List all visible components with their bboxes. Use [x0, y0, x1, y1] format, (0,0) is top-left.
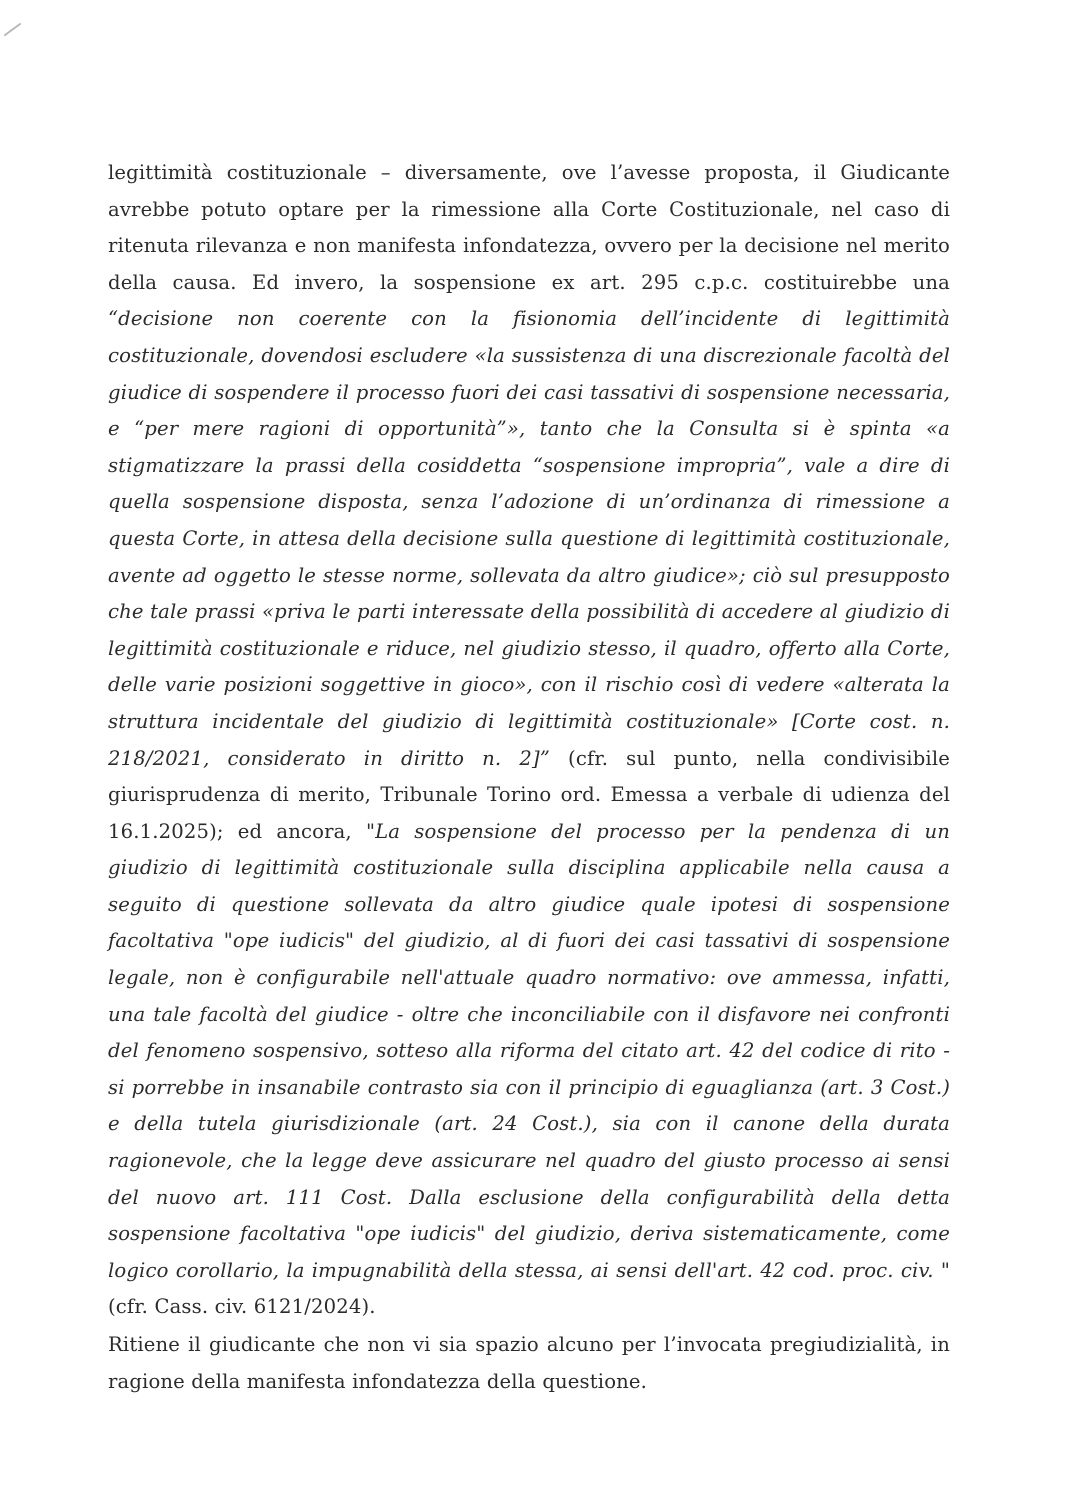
scan-artifact-mark: [4, 20, 22, 38]
quote-corte-cost: “decisione non coerente con la fisionomia dell’incidente di legittimità costituzionale, dovendosi escludere «la sussistenza di una discrezionale facoltà del giudice di sospendere il processo fuori dei casi tassativi di sospensione necessaria, e “per mere ragioni di opportunità”», tanto che la Consulta si è spinta «a stigmatizzare la prassi della cosiddetta “sospensione impropria”, vale a dire di quella sospensione disposta, senza l’adozione di un’ordinanza di rimessione a questa Corte, in attesa della decisione sulla questione di legittimità costituzionale, avente ad oggetto le stesse norme, sollevata da altro giudice»; ciò sul presupposto che tale prassi «priva le parti interessate della possibilità di accedere al giudizio di legittimità costituzionale e riduce, nel giudizio stesso, il quadro, offerto alla Corte, delle varie posizioni soggettive in gioco», con il rischio così di vedere «alterata la struttura incidentale del giudizio di legittimità costituzionale» [Corte cost. n. 218/2021, considerato in diritto n. 2]”: [108, 307, 950, 770]
paragraph-conclusion: Ritiene il giudicante che non vi sia spazio alcuno per l’invocata pregiudizialità, in ragione della manifesta infondatezza della questione.: [108, 1333, 950, 1393]
paragraph-text-2: (cfr. sul punto, nella condivisibile giurisprudenza di merito, Tribunale Torino ord. Emessa a verbale di udienza del 16.1.2025); ed ancora, ": [108, 746, 950, 843]
document-body: [108, 155, 950, 1400]
quote-cassazione: La sospensione del processo per la pendenza di un giudizio di legittimità costituzionale sulla disciplina applicabile nella causa a seguito di questione sollevata da altro giudice quale ipotesi di sospensione facoltativa "ope iudicis" del giudizio, al di fuori dei casi tassativi di sospensione legale, non è configurabile nell'attuale quadro normativo: ove ammessa, infatti, una tale facoltà del giudice - oltre che inconciliabile con il disfavore nei confronti del fenomeno sospensivo, sotteso alla riforma del citato art. 42 del codice di rito - si porrebbe in insanabile contrasto sia con il principio di eguaglianza (art. 3 Cost.) e della tutela giurisdizionale (art. 24 Cost.), sia con il canone della durata ragionevole, che la legge deve assicurare nel quadro del giusto processo ai sensi del nuovo art. 111 Cost. Dalla esclusione della configurabilità della detta sospensione facoltativa "ope iudicis" del giudizio, deriva sistematicamente, come logico corollario, la impugnabilità della stessa, ai sensi dell'art. 42 cod. proc. civ. ": [108, 819, 950, 1282]
paragraph-text-3: (cfr. Cass. civ. 6121/2024).: [108, 1295, 376, 1319]
paragraph-main: [108, 155, 950, 1326]
paragraph-text-1: legittimità costituzionale – diversamente, ove l’avesse proposta, il Giudicante avrebbe potuto optare per la rimessione alla Corte Costituzionale, nel caso di ritenuta rilevanza e non manifesta infondatezza, ovvero per la decisione nel merito della causa. Ed invero, la sospensione ex art. 295 c.p.c. costituirebbe una: [108, 161, 950, 294]
